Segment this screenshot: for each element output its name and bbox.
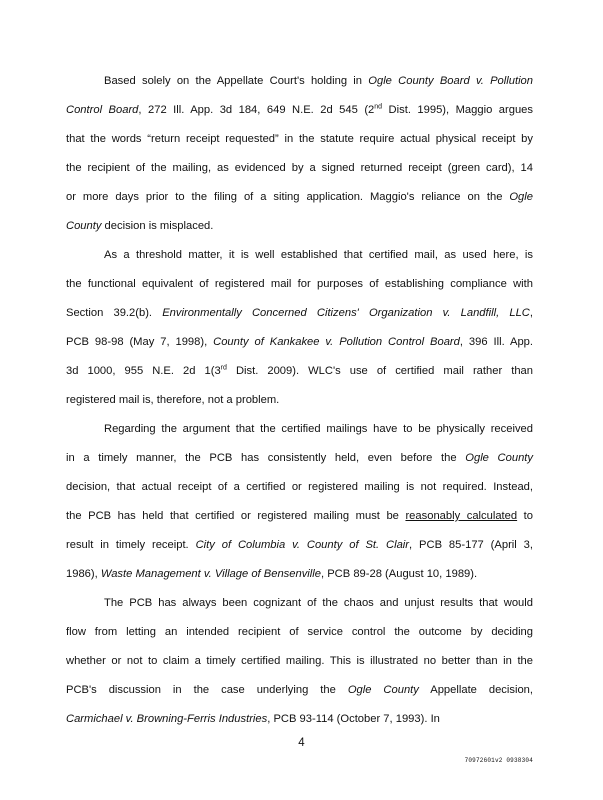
- case-citation: Ogle: [509, 191, 533, 203]
- text-run: the PCB has held that certified or registered mailing must be: [66, 510, 406, 522]
- text-run: Dist. 2009). WLC's use of certified mail rather than: [226, 365, 533, 377]
- emphasized-phrase: reasonably calculated: [405, 510, 518, 522]
- text-run: PCB 98-98 (May 7, 1998),: [66, 336, 214, 348]
- text-line: [66, 560, 533, 589]
- ordinal-superscript: rd: [220, 364, 227, 372]
- text-line: [66, 357, 533, 386]
- case-citation: County of Kankakee v. Pollution Control Board: [213, 336, 460, 348]
- case-citation: Carmichael v. Browning-Ferris Industries: [66, 713, 268, 725]
- case-citation: City of Columbia v. County of St. Clair: [195, 539, 410, 551]
- text-line: [66, 125, 533, 154]
- text-run: As a threshold matter, it is well established that certified mail, as used here, is: [104, 249, 533, 261]
- text-run: Dist. 1995), Maggio argues: [382, 104, 533, 116]
- paragraph-ogle-county-reliance: [66, 67, 533, 241]
- case-citation: County: [66, 220, 102, 232]
- text-run: result in timely receipt.: [66, 539, 196, 551]
- case-citation: Waste Management v. Village of Bensenville: [100, 568, 321, 580]
- text-run: in a timely manner, the PCB has consistently held, even before the: [66, 452, 466, 464]
- text-run: registered mail is, therefore, not a problem.: [66, 394, 280, 406]
- text-run: Appellate decision,: [418, 684, 534, 696]
- text-line: [66, 705, 533, 734]
- text-run: decision, that actual receipt of a certified or registered mailing is not required. Instead,: [66, 481, 533, 493]
- text-line: [66, 618, 533, 647]
- text-run: 1986),: [66, 568, 101, 580]
- case-citation: Ogle County Board v. Pollution: [368, 75, 533, 87]
- text-run: ,: [529, 307, 533, 319]
- text-line: [66, 96, 533, 125]
- text-run: The PCB has always been cognizant of the chaos and unjust results that would: [104, 597, 533, 609]
- text-run: that the words “return receipt requested” in the statute require actual physical receipt by: [66, 133, 533, 145]
- text-line: [66, 647, 533, 676]
- case-citation: Environmentally Concerned Citizens' Organization v. Landfill, LLC: [162, 307, 530, 319]
- text-run: the recipient of the mailing, as evidenced by a signed returned receipt (green card), 14: [66, 162, 533, 174]
- document-body: [66, 67, 533, 734]
- ordinal-superscript: nd: [374, 103, 383, 111]
- text-run: to: [517, 510, 533, 522]
- text-run: Based solely on the Appellate Court's holding in: [104, 75, 369, 87]
- document-id-footer: 70972601v2 0938304: [464, 757, 533, 764]
- page-number: 4: [298, 737, 305, 749]
- text-line: [66, 415, 533, 444]
- text-line: [66, 328, 533, 357]
- text-line: [66, 589, 533, 618]
- text-line: [66, 270, 533, 299]
- text-run: or more days prior to the filing of a siting application. Maggio's reliance on the: [66, 191, 510, 203]
- text-line: [66, 183, 533, 212]
- text-run: , 396 Ill. App.: [459, 336, 534, 348]
- text-run: PCB's discussion in the case underlying the: [66, 684, 348, 696]
- case-citation: Ogle County: [347, 684, 419, 696]
- text-run: the functional equivalent of registered mail for purposes of establishing compliance with: [66, 278, 533, 290]
- text-run: , PCB 85-177 (April 3,: [409, 539, 534, 551]
- text-run: decision is misplaced.: [101, 220, 214, 232]
- case-citation: Control Board: [66, 104, 139, 116]
- text-line: [66, 676, 533, 705]
- text-run: Regarding the argument that the certified mailings have to be physically received: [104, 423, 533, 435]
- text-run: , PCB 89-28 (August 10, 1989).: [321, 568, 478, 580]
- paragraph-pcb-cognizant: [66, 589, 533, 734]
- case-citation: Ogle County: [465, 452, 533, 464]
- text-run: , 272 Ill. App. 3d 184, 649 N.E. 2d 545 (2: [138, 104, 375, 116]
- text-line: [66, 502, 533, 531]
- text-run: Section 39.2(b).: [66, 307, 163, 319]
- text-run: flow from letting an intended recipient of service control the outcome by deciding: [66, 626, 533, 638]
- text-run: , PCB 93-114 (October 7, 1993). In: [267, 713, 440, 725]
- text-line: [66, 67, 533, 96]
- paragraph-certified-mail-equivalent: [66, 241, 533, 415]
- text-run: 3d 1000, 955 N.E. 2d 1(3: [66, 365, 221, 377]
- text-line: [66, 444, 533, 473]
- text-line: [66, 386, 533, 415]
- paragraph-timely-receipt: [66, 415, 533, 589]
- text-line: [66, 299, 533, 328]
- text-line: [66, 212, 533, 241]
- text-line: [66, 154, 533, 183]
- text-line: [66, 241, 533, 270]
- text-line: [66, 531, 533, 560]
- text-line: [66, 473, 533, 502]
- text-run: whether or not to claim a timely certified mailing. This is illustrated no better than in the: [66, 655, 533, 667]
